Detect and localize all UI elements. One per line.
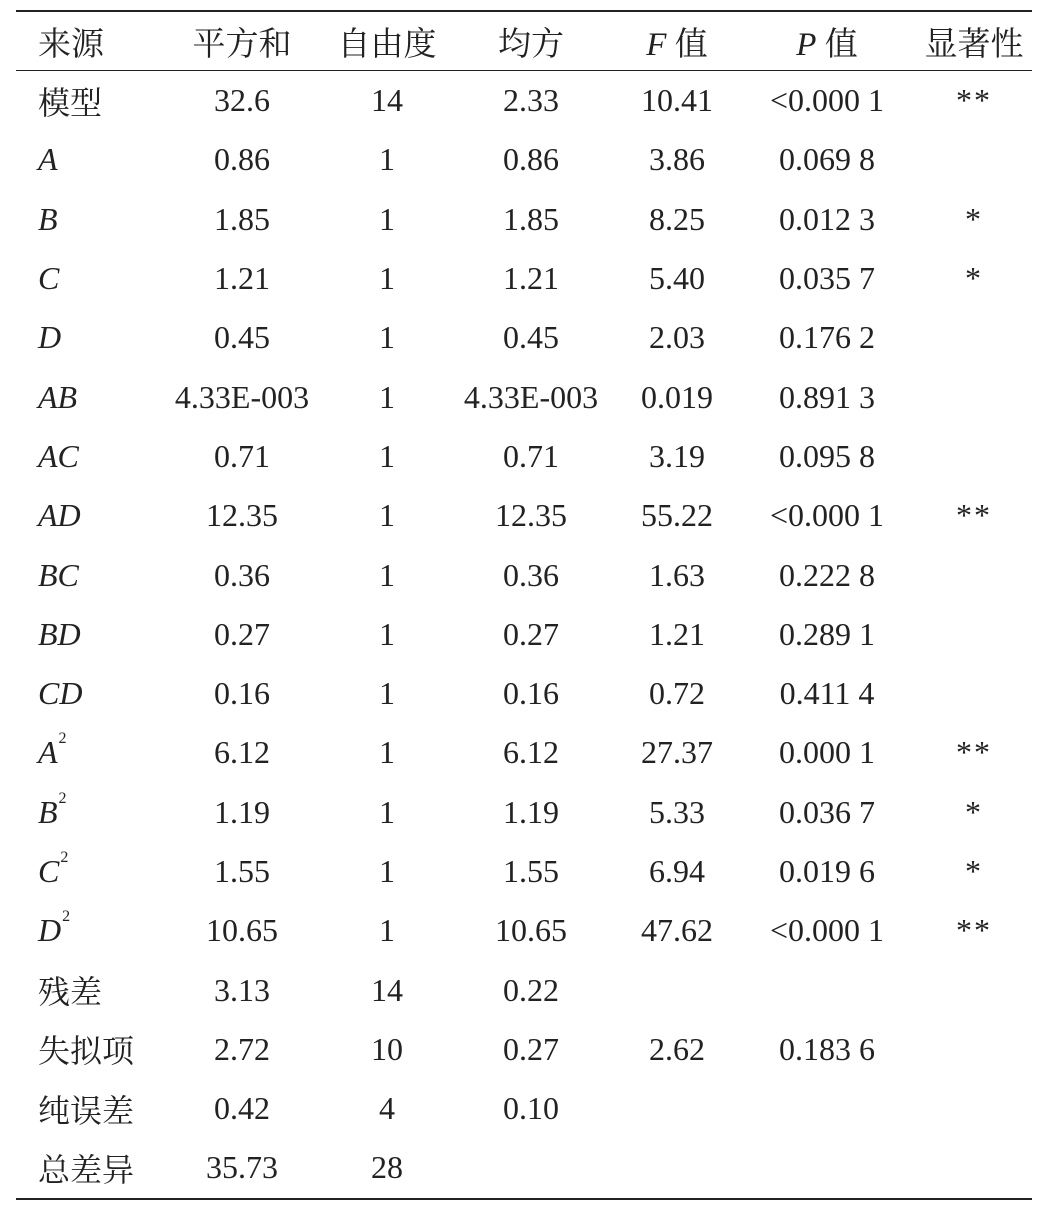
cell-f-value: 2.62 — [649, 1030, 705, 1067]
cell-p-value: 0.095 8 — [779, 437, 875, 474]
cell-p-value: 0.019 6 — [779, 853, 875, 889]
table-row — [16, 842, 1032, 901]
cell-p-value: 0.183 6 — [779, 1030, 875, 1067]
cell-source — [16, 1138, 156, 1198]
cell-degrees-of-freedom: 1 — [379, 675, 395, 712]
cell-significance — [916, 130, 1032, 189]
cell-mean-square: 0.10 — [503, 1090, 559, 1127]
cell-p-value: 0.176 2 — [779, 319, 875, 356]
table-row — [16, 308, 1032, 367]
cell-degrees-of-freedom: 1 — [379, 615, 395, 652]
source-label: A — [38, 734, 58, 771]
cell-significance — [916, 545, 1032, 604]
table-row — [16, 960, 1032, 1019]
cell-mean-square: 0.16 — [503, 675, 559, 712]
cell-sum-of-squares: 1.21 — [214, 260, 270, 297]
cell-sum-of-squares: 35.73 — [206, 1149, 278, 1186]
table-row — [16, 1138, 1032, 1198]
table-row — [16, 249, 1032, 308]
header-significance: 显著性 — [924, 26, 1024, 63]
cell-sum-of-squares: 0.86 — [214, 141, 270, 178]
cell-significance: * — [965, 793, 983, 830]
source-label: C — [38, 853, 60, 889]
cell-degrees-of-freedom: 14 — [371, 82, 403, 119]
cell-f-value: 6.94 — [649, 853, 705, 889]
cell-source — [16, 960, 156, 1019]
cell-sum-of-squares: 3.13 — [214, 971, 270, 1008]
cell-p-value: 0.222 8 — [779, 556, 875, 593]
cell-mean-square: 0.27 — [503, 615, 559, 652]
cell-significance — [916, 1138, 1032, 1198]
table-row — [16, 605, 1032, 664]
cell-mean-square: 1.55 — [503, 853, 559, 889]
header-degrees-of-freedom: 自由度 — [337, 26, 437, 63]
header-source: 来源 — [38, 26, 104, 63]
cell-significance — [916, 1079, 1032, 1138]
table-row — [16, 190, 1032, 249]
cell-f-value: 8.25 — [649, 200, 705, 237]
cell-p-value — [738, 1138, 916, 1198]
cell-source — [16, 71, 156, 131]
source-label: CD — [38, 675, 83, 712]
table-row — [16, 664, 1032, 723]
table-row — [16, 427, 1032, 486]
source-label: A — [38, 141, 58, 178]
cell-degrees-of-freedom: 1 — [379, 853, 395, 889]
cell-mean-square: 0.36 — [503, 556, 559, 593]
cell-sum-of-squares: 12.35 — [206, 497, 278, 534]
cell-mean-square: 1.21 — [503, 260, 559, 297]
cell-significance — [916, 367, 1032, 426]
cell-mean-square: 0.27 — [503, 1030, 559, 1067]
source-label: AC — [38, 437, 79, 474]
cell-source — [16, 249, 156, 308]
cell-degrees-of-freedom: 1 — [379, 437, 395, 474]
anova-table — [16, 10, 1032, 1200]
table-row — [16, 1020, 1032, 1079]
cell-source — [16, 723, 156, 782]
cell-significance: * — [965, 260, 983, 297]
cell-sum-of-squares: 4.33E-003 — [174, 378, 310, 415]
cell-sum-of-squares: 0.36 — [214, 556, 270, 593]
source-label: B — [38, 200, 58, 237]
cell-mean-square: 0.71 — [503, 437, 559, 474]
table-row — [16, 367, 1032, 426]
cell-p-value: 0.289 1 — [779, 615, 875, 652]
cell-source — [16, 1079, 156, 1138]
cell-p-value: 0.069 8 — [779, 141, 875, 178]
cell-source — [16, 367, 156, 426]
cell-significance — [916, 664, 1032, 723]
cell-significance — [916, 308, 1032, 367]
source-label: D — [38, 912, 62, 949]
table-row — [16, 130, 1032, 189]
cell-mean-square: 0.22 — [503, 971, 559, 1008]
cell-source — [16, 190, 156, 249]
cell-sum-of-squares: 0.42 — [214, 1090, 270, 1127]
cell-f-value: 5.40 — [649, 260, 705, 297]
source-exponent: 2 — [62, 908, 71, 926]
source-label: 失拟项 — [38, 1033, 135, 1070]
source-label: BD — [38, 615, 81, 652]
cell-source — [16, 308, 156, 367]
cell-f-value: 3.19 — [649, 437, 705, 474]
cell-degrees-of-freedom: 1 — [379, 260, 395, 297]
cell-f-value — [616, 1079, 738, 1138]
cell-sum-of-squares: 2.72 — [214, 1030, 270, 1067]
cell-source — [16, 605, 156, 664]
cell-f-value: 1.63 — [649, 556, 705, 593]
cell-degrees-of-freedom: 1 — [379, 556, 395, 593]
cell-p-value: <0.000 1 — [769, 912, 885, 949]
cell-degrees-of-freedom: 1 — [379, 912, 395, 949]
cell-mean-square: 6.12 — [503, 734, 559, 771]
cell-p-value: 0.000 1 — [779, 734, 875, 771]
cell-p-value: 0.012 3 — [779, 200, 875, 237]
source-exponent: 2 — [58, 789, 67, 807]
cell-p-value — [738, 1079, 916, 1138]
cell-source — [16, 664, 156, 723]
cell-f-value: 47.62 — [641, 912, 713, 949]
cell-p-value: <0.000 1 — [769, 82, 885, 119]
cell-mean-square: 1.19 — [503, 793, 559, 830]
header-f-value — [616, 11, 738, 71]
cell-degrees-of-freedom: 10 — [371, 1030, 403, 1067]
cell-source — [16, 842, 156, 901]
cell-degrees-of-freedom: 1 — [379, 319, 395, 356]
cell-p-value: <0.000 1 — [769, 497, 885, 534]
cell-f-value: 10.41 — [641, 82, 713, 119]
header-p-symbol: P — [796, 26, 817, 63]
source-exponent: 2 — [60, 849, 69, 866]
cell-source — [16, 427, 156, 486]
cell-f-value: 1.21 — [649, 615, 705, 652]
cell-f-value: 27.37 — [641, 734, 713, 771]
source-exponent: 2 — [58, 730, 67, 748]
cell-p-value: 0.891 3 — [779, 378, 875, 415]
cell-sum-of-squares: 10.65 — [206, 912, 278, 949]
cell-degrees-of-freedom: 1 — [379, 734, 395, 771]
table-row — [16, 723, 1032, 782]
cell-source — [16, 783, 156, 842]
cell-p-value: 0.035 7 — [779, 260, 875, 297]
cell-mean-square: 2.33 — [503, 82, 559, 119]
source-label: B — [38, 793, 58, 830]
source-label: 纯误差 — [38, 1092, 135, 1129]
cell-p-value — [738, 960, 916, 1019]
header-p-value — [738, 11, 916, 71]
cell-degrees-of-freedom: 1 — [379, 141, 395, 178]
cell-f-value: 55.22 — [641, 497, 713, 534]
cell-significance — [916, 605, 1032, 664]
table-row — [16, 71, 1032, 131]
table-row — [16, 901, 1032, 960]
cell-degrees-of-freedom: 4 — [379, 1090, 395, 1127]
cell-f-value: 5.33 — [649, 793, 705, 830]
cell-f-value — [616, 1138, 738, 1198]
cell-source — [16, 901, 156, 960]
source-label: C — [38, 260, 60, 297]
table-row — [16, 545, 1032, 604]
cell-sum-of-squares: 1.19 — [214, 793, 270, 830]
cell-significance: * — [965, 853, 983, 889]
cell-mean-square: 4.33E-003 — [463, 378, 599, 415]
header-p-suffix: 值 — [816, 26, 858, 63]
cell-significance: ** — [956, 82, 992, 119]
source-label: AD — [38, 497, 81, 534]
cell-sum-of-squares: 0.45 — [214, 319, 270, 356]
cell-degrees-of-freedom: 1 — [379, 378, 395, 415]
cell-sum-of-squares: 1.85 — [214, 200, 270, 237]
cell-f-value: 3.86 — [649, 141, 705, 178]
cell-sum-of-squares: 1.55 — [214, 853, 270, 889]
cell-source — [16, 1020, 156, 1079]
cell-degrees-of-freedom: 1 — [379, 793, 395, 830]
table-body — [16, 71, 1032, 1199]
cell-significance — [916, 1020, 1032, 1079]
source-label: 模型 — [38, 84, 103, 121]
cell-degrees-of-freedom: 1 — [379, 200, 395, 237]
cell-sum-of-squares: 0.16 — [214, 675, 270, 712]
cell-f-value: 0.019 — [641, 378, 713, 415]
source-label: 残差 — [38, 974, 103, 1011]
cell-sum-of-squares: 0.71 — [214, 437, 270, 474]
anova-table-container — [16, 10, 1032, 1200]
header-sum-of-squares: 平方和 — [192, 26, 292, 63]
cell-sum-of-squares: 32.6 — [214, 82, 270, 119]
source-label: BC — [38, 556, 79, 593]
table-header-row — [16, 11, 1032, 71]
cell-mean-square: 10.65 — [495, 912, 567, 949]
cell-degrees-of-freedom: 1 — [379, 497, 395, 534]
cell-p-value: 0.411 4 — [779, 675, 875, 712]
cell-p-value: 0.036 7 — [779, 793, 875, 830]
cell-significance: ** — [956, 734, 992, 771]
cell-source — [16, 545, 156, 604]
cell-mean-square: 0.45 — [503, 319, 559, 356]
cell-source — [16, 486, 156, 545]
cell-degrees-of-freedom: 28 — [371, 1149, 403, 1186]
cell-mean-square: 1.85 — [503, 200, 559, 237]
cell-significance — [916, 427, 1032, 486]
header-f-symbol: F — [646, 26, 667, 63]
cell-f-value — [616, 960, 738, 1019]
cell-sum-of-squares: 6.12 — [214, 734, 270, 771]
cell-source — [16, 130, 156, 189]
cell-f-value: 0.72 — [649, 675, 705, 712]
source-label: D — [38, 319, 62, 356]
cell-significance: ** — [956, 497, 992, 534]
table-row — [16, 783, 1032, 842]
cell-significance — [916, 960, 1032, 1019]
cell-mean-square: 12.35 — [495, 497, 567, 534]
source-label: 总差异 — [38, 1151, 135, 1188]
cell-mean-square: 0.86 — [503, 141, 559, 178]
cell-f-value: 2.03 — [649, 319, 705, 356]
cell-degrees-of-freedom: 14 — [371, 971, 403, 1008]
cell-sum-of-squares: 0.27 — [214, 615, 270, 652]
table-row — [16, 486, 1032, 545]
header-mean-square: 均方 — [498, 26, 564, 63]
source-label: AB — [38, 378, 78, 415]
table-row — [16, 1079, 1032, 1138]
cell-significance: ** — [956, 912, 992, 949]
cell-significance: * — [965, 200, 983, 237]
header-f-suffix: 值 — [666, 26, 708, 63]
cell-mean-square — [446, 1138, 616, 1198]
